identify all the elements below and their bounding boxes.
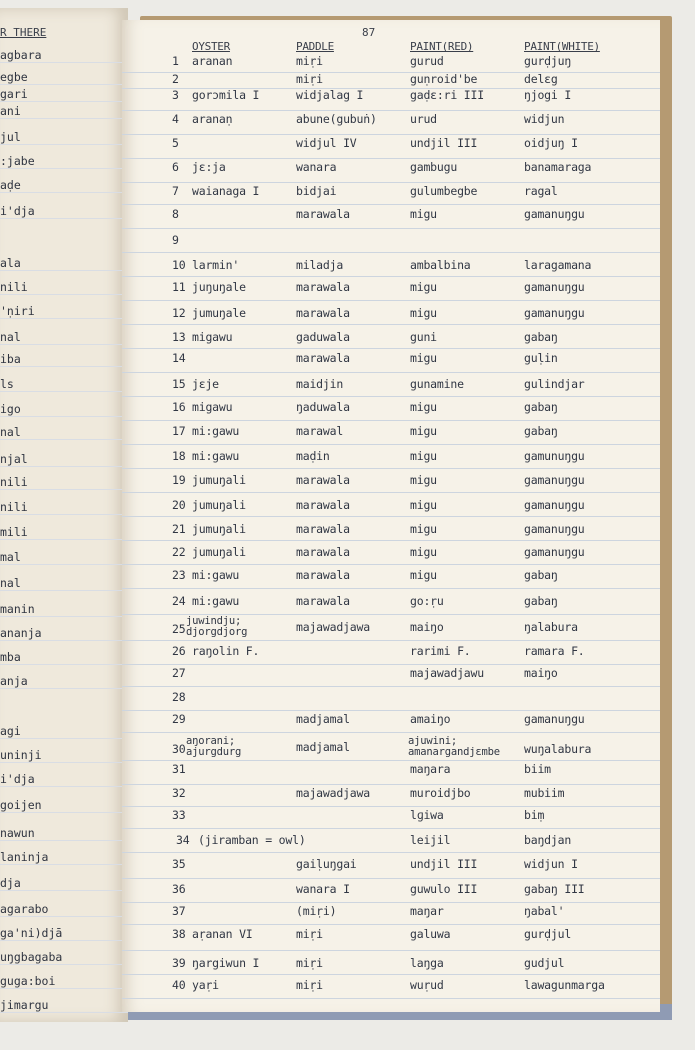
paint-red-cell: migu — [410, 498, 437, 512]
row-number: 27 — [172, 666, 186, 680]
ruled-line — [122, 228, 660, 229]
paint-red-cell: migu — [410, 473, 437, 487]
left-page-rule — [0, 294, 128, 295]
paint-red-cell: gaḍɛ:ri III — [410, 88, 484, 102]
left-page-line: goijen — [0, 798, 42, 812]
ruled-line — [122, 444, 660, 445]
paint-white-cell: baŋdjan — [524, 833, 572, 847]
ruled-line — [122, 784, 660, 785]
paint-red-cell: migu — [410, 545, 437, 559]
left-page-rule — [0, 786, 128, 787]
paddle-cell: gaiḷuŋgai — [296, 857, 357, 871]
left-page-line: ga'ni)djā — [0, 926, 63, 940]
row-number: 33 — [172, 808, 186, 822]
paint-white-cell: gabaŋ — [524, 400, 558, 414]
ruled-line — [122, 998, 660, 999]
oyster-cell: yaṛi — [192, 978, 219, 992]
paddle-cell: marawala — [296, 545, 350, 559]
left-page-line: jul — [0, 130, 21, 144]
oyster-cell: mi:gawu — [192, 449, 240, 463]
oyster-cell: migawu — [192, 330, 233, 344]
ruled-line — [122, 324, 660, 325]
left-page-line: laninja — [0, 850, 49, 864]
left-page-line: ani — [0, 104, 21, 118]
paint-red-cell: muroidjbo — [410, 786, 471, 800]
column-header-oyster: OYSTER — [192, 40, 230, 53]
left-page-rule — [0, 812, 128, 813]
row-number: 12 — [172, 306, 186, 320]
paddle-cell: miṛi — [296, 54, 323, 68]
paint-white-cell: gamanuŋgu — [524, 280, 585, 294]
paddle-cell: madjamal — [296, 740, 350, 754]
left-page-line: nili — [0, 475, 28, 489]
ruled-line — [122, 710, 660, 711]
ruled-line — [122, 276, 660, 277]
oyster-cell: waianaga I — [192, 184, 260, 198]
left-page-line: jimargu — [0, 998, 49, 1012]
oyster-cell: aranan — [192, 54, 233, 68]
left-page-rule — [0, 539, 128, 540]
paint-white-cell: ramara F. — [524, 644, 585, 658]
left-page-rule — [0, 168, 128, 169]
paint-red-cell: laŋga — [410, 956, 444, 970]
left-page-line: igo — [0, 402, 21, 416]
paint-red-cell: migu — [410, 568, 437, 582]
paddle-cell: marawala — [296, 351, 350, 365]
oyster-cell: jumuŋali — [192, 522, 246, 536]
paint-white-cell: biim — [524, 762, 551, 776]
paint-red-cell: undjil III — [410, 857, 478, 871]
page-number: 87 — [362, 26, 376, 39]
left-page-line: ananja — [0, 626, 42, 640]
left-page-line: manin — [0, 602, 35, 616]
left-page-rule — [0, 616, 128, 617]
row-number: 7 — [172, 184, 179, 198]
paddle-cell: marawal — [296, 424, 344, 438]
left-page-line: anja — [0, 674, 28, 688]
paint-red-cell: majawadjawu — [410, 666, 484, 680]
left-page-rule — [0, 864, 128, 865]
left-page-header: R THERE — [0, 26, 47, 39]
paddle-cell: marawala — [296, 280, 350, 294]
left-page-line: i'dja — [0, 772, 35, 786]
paint-white-cell: gamanuŋgu — [524, 473, 585, 487]
left-page-line: uŋgbagaba — [0, 950, 63, 964]
row-number: 29 — [172, 712, 186, 726]
ruled-line — [122, 158, 660, 159]
left-page-rule — [0, 514, 128, 515]
ruled-line — [122, 732, 660, 733]
ruled-line — [122, 204, 660, 205]
row-number: 25 — [172, 622, 186, 636]
row-number: 38 — [172, 927, 186, 941]
oyster-line-1: aŋorani; — [186, 735, 235, 747]
left-page-line: dja — [0, 876, 21, 890]
column-header-paint-red: PAINT(RED) — [410, 40, 474, 53]
row-number: 30 — [172, 742, 186, 756]
ruled-line — [122, 110, 660, 111]
paint-white-cell: gamanuŋgu — [524, 207, 585, 221]
paint-red-cell: lɡiwa — [410, 808, 444, 822]
paint-red-cell: migu — [410, 207, 437, 221]
left-page-line: ls — [0, 377, 14, 391]
oyster-cell: jumuŋali — [192, 473, 246, 487]
paint-white-cell: gabaŋ — [524, 424, 558, 438]
oyster-cell: raŋolin F. — [192, 644, 260, 658]
ruled-line — [122, 974, 660, 975]
left-page-rule — [0, 489, 128, 490]
left-page-rule — [0, 688, 128, 689]
note-cell: (jiramban = owl) — [198, 833, 306, 847]
paint-red-cell: gambugu — [410, 160, 458, 174]
ruled-line — [122, 950, 660, 951]
oyster-cell: juŋuŋale — [192, 280, 246, 294]
left-page-rule — [0, 1012, 128, 1013]
oyster-cell: aṛanan VI — [192, 927, 253, 941]
row-number: 35 — [172, 857, 186, 871]
row-number: 26 — [172, 644, 186, 658]
ruled-line — [122, 686, 660, 687]
left-page-rule — [0, 940, 128, 941]
left-page-rule — [0, 101, 128, 102]
row-number: 32 — [172, 786, 186, 800]
paint-white-cell: gamanuŋgu — [524, 712, 585, 726]
paint-red-cell: gulumbegbe — [410, 184, 478, 198]
paint-red-cell: gurud — [410, 54, 444, 68]
paddle-cell: miṛi — [296, 978, 323, 992]
paint-red-cell: maŋara — [410, 762, 451, 776]
paint-red-cell: guṇroid'be — [410, 72, 478, 86]
left-page-line: mal — [0, 550, 21, 564]
paint-red-cell: maŋar — [410, 904, 444, 918]
paddle-cell: marawala — [296, 568, 350, 582]
paddle-cell: bidjai — [296, 184, 337, 198]
left-page-line: nal — [0, 330, 21, 344]
paint-white-cell: gamanuŋgu — [524, 306, 585, 320]
oyster-cell: aranaṇ — [192, 112, 233, 126]
paint-white-cell: widjun I — [524, 857, 578, 871]
paddle-cell: majawadjawa — [296, 620, 370, 634]
row-number: 8 — [172, 207, 179, 221]
ruled-line — [122, 134, 660, 135]
paint-red-line-1: ajuwini; — [408, 735, 457, 747]
left-page-rule — [0, 964, 128, 965]
row-number: 39 — [172, 956, 186, 970]
oyster-cell: larmin' — [192, 258, 240, 272]
row-number: 14 — [172, 351, 186, 365]
paint-red-cell: guwulo III — [410, 882, 478, 896]
paint-white-cell: biṃ — [524, 808, 545, 822]
paddle-cell: (miṛi) — [296, 904, 337, 918]
left-page-line: egbe — [0, 70, 28, 84]
paint-white-cell: gulindjar — [524, 377, 585, 391]
column-header-paddle: PADDLE — [296, 40, 334, 53]
paint-white-cell: gamunuŋgu — [524, 449, 585, 463]
ruled-line — [122, 828, 660, 829]
row-number: 34 — [176, 833, 190, 847]
row-number: 15 — [172, 377, 186, 391]
row-number: 31 — [172, 762, 186, 776]
left-page-rule — [0, 144, 128, 145]
paddle-cell: wanara — [296, 160, 337, 174]
left-page-line: gari — [0, 87, 28, 101]
row-number: 11 — [172, 280, 186, 294]
paddle-cell: marawala — [296, 306, 350, 320]
left-page-rule — [0, 416, 128, 417]
row-number: 22 — [172, 545, 186, 559]
left-page-line: agarabo — [0, 902, 49, 916]
ruled-line — [122, 806, 660, 807]
column-header-paint-white: PAINT(WHITE) — [524, 40, 600, 53]
paint-white-cell: oidjuŋ I — [524, 136, 578, 150]
paint-white-cell: wuŋalabura — [524, 742, 592, 756]
paddle-cell: abune(gubuṅ) — [296, 112, 377, 126]
left-page-rule — [0, 762, 128, 763]
paint-red-cell: migu — [410, 424, 437, 438]
paint-red-cell: go:ṛu — [410, 594, 444, 608]
left-page-rule — [0, 840, 128, 841]
left-page-line: aḍe — [0, 178, 21, 192]
paint-red-cell: leijil — [410, 833, 451, 847]
left-page-rule — [0, 564, 128, 565]
ruled-line — [122, 372, 660, 373]
left-page-rule — [0, 590, 128, 591]
row-number: 5 — [172, 136, 179, 150]
ruled-line — [122, 664, 660, 665]
oyster-cell: mi:gawu — [192, 594, 240, 608]
row-number: 9 — [172, 233, 179, 247]
left-page-rule — [0, 916, 128, 917]
paddle-cell: maḍin — [296, 449, 330, 463]
row-number: 18 — [172, 449, 186, 463]
left-page-rule — [0, 270, 128, 271]
paint-red-cell: amaiŋo — [410, 712, 451, 726]
ruled-line — [122, 564, 660, 565]
paint-red-cell: gunamine — [410, 377, 464, 391]
paddle-cell: wanara I — [296, 882, 350, 896]
oyster-cell: mi:gawu — [192, 568, 240, 582]
paint-white-cell: laragamana — [524, 258, 592, 272]
left-page-line: mili — [0, 525, 28, 539]
left-page-rule — [0, 192, 128, 193]
ruled-line — [122, 252, 660, 253]
row-number: 3 — [172, 88, 179, 102]
paint-white-cell: lawagunmarga — [524, 978, 605, 992]
ruled-line — [122, 640, 660, 641]
ruled-line — [122, 588, 660, 589]
row-number: 1 — [172, 54, 179, 68]
oyster-cell: gorɔmila I — [192, 88, 260, 102]
left-page-line: nal — [0, 425, 21, 439]
paint-red-cell: migu — [410, 306, 437, 320]
paddle-cell: widjalag I — [296, 88, 364, 102]
left-page-rule — [0, 84, 128, 85]
row-number: 37 — [172, 904, 186, 918]
left-page-line: nili — [0, 280, 28, 294]
paddle-cell: miladja — [296, 258, 344, 272]
left-page-rule — [0, 640, 128, 641]
paint-red-line-2: amanargandjɛmbe — [408, 746, 500, 758]
paint-white-cell: gabaŋ — [524, 568, 558, 582]
row-number: 36 — [172, 882, 186, 896]
left-page-line: 'ṇiri — [0, 304, 35, 318]
left-page-rule — [0, 664, 128, 665]
ruled-line — [122, 902, 660, 903]
ruled-line — [122, 348, 660, 349]
row-number: 6 — [172, 160, 179, 174]
paddle-cell: marawala — [296, 594, 350, 608]
left-page-rule — [0, 344, 128, 345]
paint-white-cell: gurḍjul — [524, 927, 572, 941]
paint-white-cell: gurḍjuŋ — [524, 54, 572, 68]
paint-white-cell: gabaŋ — [524, 330, 558, 344]
paint-white-cell: gabaŋ — [524, 594, 558, 608]
paddle-cell: marawala — [296, 207, 350, 221]
left-page-rule — [0, 439, 128, 440]
left-page-line: iba — [0, 352, 21, 366]
oyster-line-2: djorgdjorg — [186, 626, 248, 638]
paddle-cell: ŋaduwala — [296, 400, 350, 414]
paint-red-cell: migu — [410, 280, 437, 294]
paddle-cell: miṛi — [296, 927, 323, 941]
oyster-cell: jumuŋali — [192, 498, 246, 512]
left-page-line: nal — [0, 576, 21, 590]
paint-red-cell: migu — [410, 400, 437, 414]
ruled-line — [122, 420, 660, 421]
left-page — [0, 8, 128, 1022]
left-page-line: ala — [0, 256, 21, 270]
left-page-line: mba — [0, 650, 21, 664]
oyster-line-2: ajurgdurg — [186, 746, 242, 758]
paddle-cell: widjul IV — [296, 136, 357, 150]
paint-red-cell: guni — [410, 330, 437, 344]
row-number: 24 — [172, 594, 186, 608]
paint-red-cell: maiŋo — [410, 620, 444, 634]
oyster-line-1: juwindju; — [186, 615, 242, 627]
paint-white-cell: mubiim — [524, 786, 565, 800]
paint-red-cell: urud — [410, 112, 437, 126]
ruled-line — [122, 852, 660, 853]
paddle-cell: maidjin — [296, 377, 344, 391]
ruled-line — [122, 396, 660, 397]
ruled-line — [122, 760, 660, 761]
left-page-line: nawun — [0, 826, 35, 840]
paint-white-cell: ragal — [524, 184, 558, 198]
left-page-line: guga:boi — [0, 974, 56, 988]
paint-white-cell: gamanuŋgu — [524, 545, 585, 559]
ruled-line — [122, 492, 660, 493]
left-page-line: agbara — [0, 48, 42, 62]
left-page-rule — [0, 391, 128, 392]
row-number: 2 — [172, 72, 179, 86]
paint-white-cell: maiŋo — [524, 666, 558, 680]
paddle-cell: marawala — [296, 522, 350, 536]
paddle-cell: marawala — [296, 473, 350, 487]
oyster-cell: jumuŋale — [192, 306, 246, 320]
row-number: 19 — [172, 473, 186, 487]
paint-red-cell: galuwa — [410, 927, 451, 941]
ruled-line — [122, 516, 660, 517]
left-page-rule — [0, 738, 128, 739]
paint-white-cell: banamaraga — [524, 160, 592, 174]
paint-white-cell: ŋjogi I — [524, 88, 572, 102]
paddle-cell: majawadjawa — [296, 786, 370, 800]
ruled-line — [122, 878, 660, 879]
left-page-line: agi — [0, 724, 21, 738]
paint-red-cell: undjil III — [410, 136, 478, 150]
paddle-cell: miṛi — [296, 956, 323, 970]
paint-white-cell: gamanuŋgu — [524, 522, 585, 536]
row-number: 4 — [172, 112, 179, 126]
paint-white-cell: delɛg — [524, 72, 558, 86]
paddle-cell: madjamal — [296, 712, 350, 726]
left-page-line: uninji — [0, 748, 42, 762]
row-number: 10 — [172, 258, 186, 272]
left-page-line: i'dja — [0, 204, 35, 218]
row-number: 16 — [172, 400, 186, 414]
oyster-cell: migawu — [192, 400, 233, 414]
left-page-rule — [0, 118, 128, 119]
left-page-rule — [0, 890, 128, 891]
oyster-cell: ŋargiwun I — [192, 956, 260, 970]
ruled-line — [122, 924, 660, 925]
ruled-line — [122, 468, 660, 469]
paddle-cell: miṛi — [296, 72, 323, 86]
paint-white-cell: widjun — [524, 112, 565, 126]
row-number: 13 — [172, 330, 186, 344]
ruled-line — [122, 540, 660, 541]
paint-white-cell: gamanuŋgu — [524, 498, 585, 512]
row-number: 23 — [172, 568, 186, 582]
paint-white-cell: gudjul — [524, 956, 565, 970]
row-number: 17 — [172, 424, 186, 438]
paint-white-cell: ŋalabura — [524, 620, 578, 634]
row-number: 21 — [172, 522, 186, 536]
paint-white-cell: gabaŋ III — [524, 882, 585, 896]
paint-white-cell: ŋabal' — [524, 904, 565, 918]
left-page-rule — [0, 318, 128, 319]
left-page-rule — [0, 366, 128, 367]
left-page-rule — [0, 218, 128, 219]
left-page-rule — [0, 62, 128, 63]
ruled-line — [122, 182, 660, 183]
ruled-line — [122, 300, 660, 301]
left-page-rule — [0, 988, 128, 989]
ruled-line — [122, 72, 660, 73]
row-number: 28 — [172, 690, 186, 704]
left-page-line: njal — [0, 452, 28, 466]
oyster-cell: mi:gawu — [192, 424, 240, 438]
paint-red-cell: migu — [410, 351, 437, 365]
paint-white-cell: guḷin — [524, 351, 558, 365]
paint-red-cell: migu — [410, 449, 437, 463]
oyster-cell: jumuŋali — [192, 545, 246, 559]
paint-red-cell: ambalbina — [410, 258, 471, 272]
left-page-line: nili — [0, 500, 28, 514]
left-page-rule — [0, 466, 128, 467]
paddle-cell: marawala — [296, 498, 350, 512]
row-number: 40 — [172, 978, 186, 992]
oyster-cell: jɛ:ja — [192, 160, 226, 174]
row-number: 20 — [172, 498, 186, 512]
paint-red-cell: migu — [410, 522, 437, 536]
paint-red-cell: rarimi F. — [410, 644, 471, 658]
left-page-line: :jabe — [0, 154, 35, 168]
oyster-cell: jɛje — [192, 377, 219, 391]
paint-red-cell: wuṛud — [410, 978, 444, 992]
paddle-cell: gaduwala — [296, 330, 350, 344]
